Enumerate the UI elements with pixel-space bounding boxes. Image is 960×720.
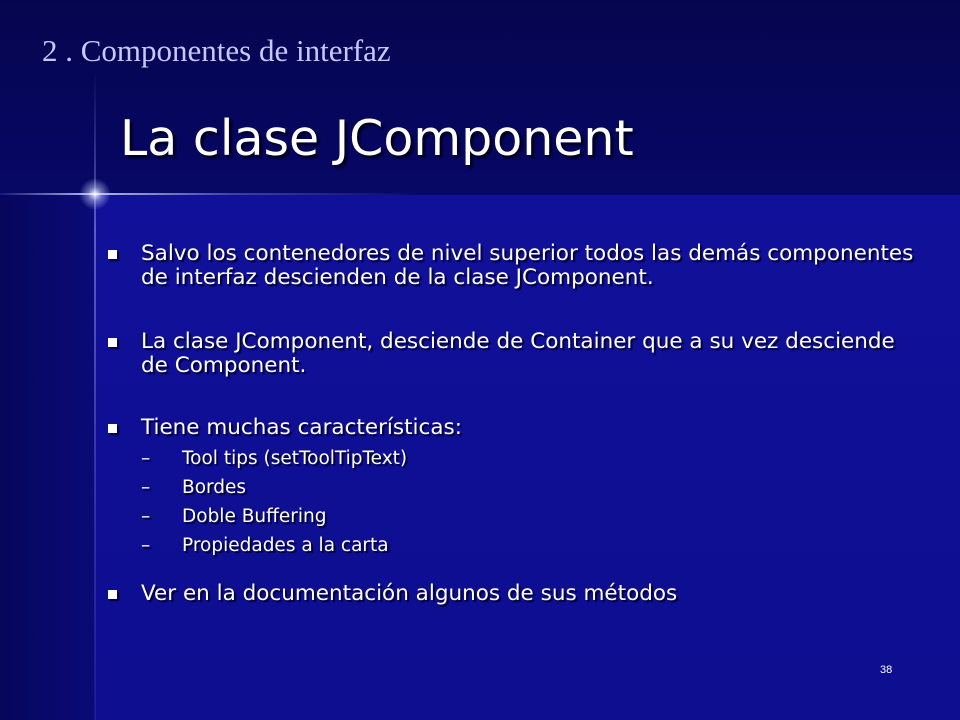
bullet-text: Ver en la documentación algunos de sus métodos <box>141 581 678 606</box>
vertical-divider-line <box>94 70 96 720</box>
square-bullet-icon <box>108 250 117 259</box>
sub-bullet-text: Bordes <box>182 477 247 498</box>
dash-marker: – <box>141 506 151 527</box>
dash-marker: – <box>141 477 151 498</box>
sub-bullet-item <box>141 502 925 531</box>
sub-bullet-text: Doble Buffering <box>182 506 327 527</box>
sub-bullet-item <box>141 444 925 473</box>
bullet-text: Tiene muchas características: <box>141 415 462 440</box>
sub-bullet-list <box>141 444 925 560</box>
sub-bullet-item <box>141 473 925 502</box>
square-bullet-icon <box>108 338 117 347</box>
bullet-list <box>105 242 925 606</box>
dash-marker: – <box>141 535 151 556</box>
sub-bullet-item <box>141 531 925 560</box>
section-title: 2 . Componentes de interfaz <box>42 33 391 68</box>
horizontal-divider-line <box>0 193 420 195</box>
bullet-text: La clase JComponent, desciende de Container que a su vez desciende de Component. <box>141 329 895 378</box>
square-bullet-icon <box>108 590 117 599</box>
bullet-item <box>105 242 925 290</box>
sparkle-icon <box>79 178 111 210</box>
left-strip <box>0 195 95 720</box>
bullet-item <box>105 416 925 560</box>
slide-title: La clase JComponent <box>120 110 634 167</box>
sub-bullet-text: Tool tips (setToolTipText) <box>182 448 408 469</box>
dash-marker: – <box>141 448 151 469</box>
page-number: 38 <box>880 664 893 676</box>
square-bullet-icon <box>108 424 117 433</box>
bullet-item <box>105 582 925 606</box>
bullet-item <box>105 330 925 378</box>
bullet-text: Salvo los contenedores de nivel superior todos las demás componentes de interfaz descienden de la clase JComponent. <box>141 241 914 290</box>
sub-bullet-text: Propiedades a la carta <box>182 535 389 556</box>
